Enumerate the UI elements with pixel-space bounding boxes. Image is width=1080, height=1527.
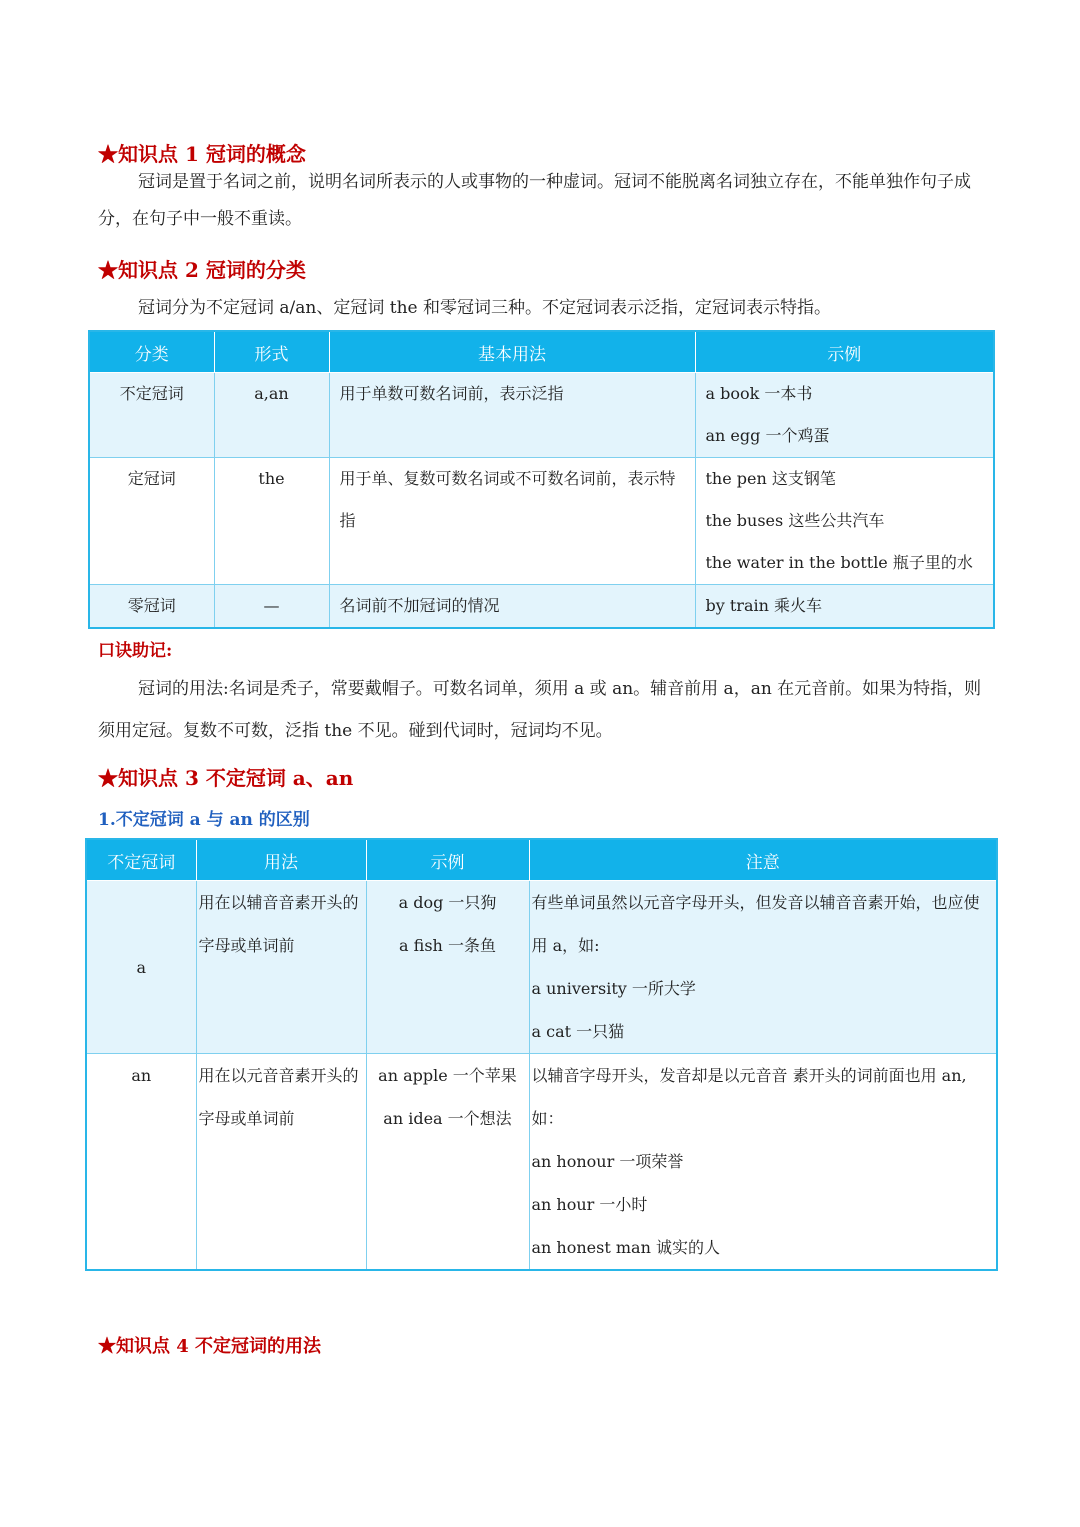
note-cell — [529, 881, 997, 1054]
example-line: by train 乘火车 — [705, 596, 822, 615]
section-2-body: 冠词分为不定冠词 a/an、定冠词 the 和零冠词三种。不定冠词表示泛指，定冠词表示特指。 — [138, 298, 831, 318]
note-example-line: a university 一所大学 — [531, 979, 696, 998]
article-cell: an — [86, 1054, 196, 1271]
table-header-row — [86, 839, 997, 881]
example-line: the pen 这支钢笔 — [705, 469, 836, 488]
note-text: 有些单词虽然以元音字母开头，但发音以辅音音素开始，也应使用 a，如: — [531, 893, 980, 955]
table-header: 用法 — [196, 839, 366, 881]
usage-cell: 用在以元音音素开头的字母或单词前 — [196, 1054, 366, 1271]
table-header: 形式 — [214, 331, 329, 373]
note-example-line: an hour 一小时 — [531, 1195, 648, 1214]
usage-cell: 用于单数可数名词前，表示泛指 — [329, 373, 695, 458]
category-cell: 定冠词 — [89, 458, 214, 585]
form-cell: a,an — [214, 373, 329, 458]
example-line: the buses 这些公共汽车 — [705, 511, 885, 530]
example-line: a book 一本书 — [705, 384, 813, 403]
table-row — [89, 458, 994, 585]
usage-cell: 用于单、复数可数名词或不可数名词前，表示特指 — [329, 458, 695, 585]
article-cell: a — [86, 881, 196, 1054]
section-1-title: ★知识点 1 冠词的概念 — [98, 142, 306, 166]
usage-cell: 用在以辅音音素开头的字母或单词前 — [196, 881, 366, 1054]
table-header: 示例 — [366, 839, 529, 881]
examples-cell — [695, 458, 994, 585]
category-cell: 零冠词 — [89, 585, 214, 629]
note-cell — [529, 1054, 997, 1271]
section-4-title: ★知识点 4 不定冠词的用法 — [98, 1336, 322, 1357]
mnemonic-body: 冠词的用法:名词是秃子，常要戴帽子。可数名词单，须用 a 或 an。辅音前用 a，an 在元音前。如果为特指，则须用定冠。复数不可数，泛指 the 不见。碰到代词时，冠词均不见。 — [98, 679, 982, 741]
note-example-line: a cat 一只猫 — [531, 1022, 625, 1041]
section-2-title: ★知识点 2 冠词的分类 — [98, 258, 306, 282]
example-line: an idea 一个想法 — [383, 1109, 512, 1128]
section-1-body: 冠词是置于名词之前，说明名词所表示的人或事物的一种虚词。冠词不能脱离名词独立存在，不能单独作句子成分，在句子中一般不重读。 — [98, 172, 971, 229]
examples-cell — [366, 881, 529, 1054]
usage-cell: 名词前不加冠词的情况 — [329, 585, 695, 629]
table-header: 注意 — [529, 839, 997, 881]
example-line: the water in the bottle 瓶子里的水 — [705, 553, 973, 572]
section-3-subheading: 1.不定冠词 a 与 an 的区别 — [98, 810, 310, 830]
form-cell: the — [214, 458, 329, 585]
table-header: 基本用法 — [329, 331, 695, 373]
table-header: 不定冠词 — [86, 839, 196, 881]
article-classification-table — [88, 330, 995, 629]
form-cell: — — [214, 585, 329, 629]
note-text: 以辅音字母开头，发音却是以元音音 素开头的词前面也用 an,如： — [531, 1066, 967, 1128]
table-row — [86, 881, 997, 1054]
mnemonic-label: 口诀助记: — [98, 641, 173, 661]
a-an-difference-table — [85, 838, 998, 1271]
table-row — [89, 585, 994, 629]
note-example-line: an honour 一项荣誉 — [531, 1152, 684, 1171]
category-cell: 不定冠词 — [89, 373, 214, 458]
example-line: an egg 一个鸡蛋 — [705, 426, 830, 445]
table-row — [86, 1054, 997, 1271]
examples-cell — [695, 373, 994, 458]
example-line: a dog 一只狗 — [398, 893, 497, 912]
table-row — [89, 373, 994, 458]
section-3-title: ★知识点 3 不定冠词 a、an — [98, 766, 354, 790]
examples-cell — [695, 585, 994, 629]
table-header-row — [89, 331, 994, 373]
note-example-line: an honest man 诚实的人 — [531, 1238, 720, 1257]
example-line: a fish 一条鱼 — [399, 936, 496, 955]
table-header: 分类 — [89, 331, 214, 373]
table-header: 示例 — [695, 331, 994, 373]
example-line: an apple 一个苹果 — [378, 1066, 517, 1085]
examples-cell — [366, 1054, 529, 1271]
